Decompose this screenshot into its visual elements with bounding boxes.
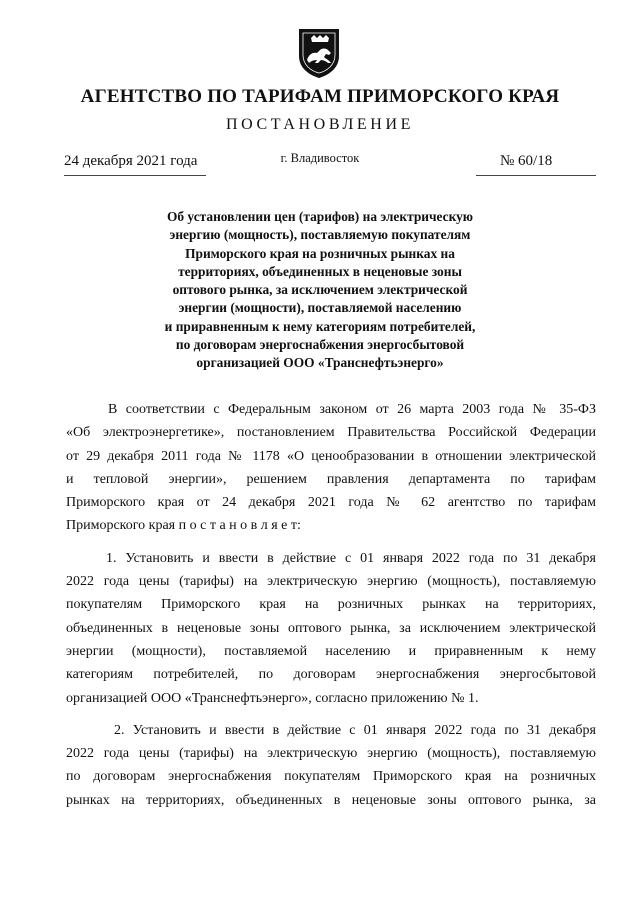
title-line: и приравненным к нему категориям потребителей, — [164, 318, 476, 334]
document-title — [110, 208, 530, 373]
title-line: энергию (мощность), поставляемую покупателям — [169, 227, 471, 243]
document-date: 24 декабря 2021 года — [64, 153, 198, 169]
document-city: г. Владивосток — [280, 151, 360, 165]
title-line: оптового рынка, за исключением электрической — [172, 282, 468, 298]
clause-line: покупателям Приморского края на розничных рынках на территориях, — [66, 597, 596, 613]
clause-line: категориям потребителей, по договорам энергоснабжения энергосбытовой — [66, 667, 596, 683]
clause-line: рынках на территориях, объединенных в неценовые зоны оптового рынка, за — [66, 792, 596, 808]
clause-line: объединенных в неценовые зоны оптового рынка, за исключением электрической — [66, 620, 596, 636]
title-line: Об установлении цен (тарифов) на электрическую — [166, 209, 474, 224]
document-type: ПОСТАНОВЛЕНИЕ — [226, 116, 414, 133]
clause-line: энергии (мощности), поставляемой населению и приравненным к нему — [66, 643, 596, 659]
title-line: территориях, объединенных в неценовые зоны — [178, 263, 462, 279]
clause-line: 2022 года цены (тарифы) на электрическую энергию (мощность), поставляемую — [66, 574, 596, 590]
clause-line: по договорам энергоснабжения покупателям Приморского края на розничных — [66, 769, 596, 785]
number-underline — [476, 175, 596, 176]
agency-name: АГЕНТСТВО ПО ТАРИФАМ ПРИМОРСКОГО КРАЯ — [80, 86, 560, 107]
title-line: Приморского края на розничных рынках на — [185, 245, 455, 261]
clause-2 — [66, 719, 596, 812]
preamble-line: от 29 декабря 2011 года № 1178 «О ценообразовании в отношении электрической — [66, 448, 596, 464]
clause-line: 1. Установить и ввести в действие с 01 января 2022 года по 31 декабря — [106, 550, 596, 566]
clause-1 — [66, 547, 596, 710]
date-underline — [64, 175, 206, 176]
preamble-line: Приморского края от 24 декабря 2021 года № 62 агентство по тарифам — [66, 495, 596, 511]
document-body — [66, 398, 596, 812]
preamble-line: «Об электроэнергетике», постановлением Правительства Российской Федерации — [66, 425, 596, 441]
clause-line: 2022 года цены (тарифы) на электрическую энергию (мощность), поставляемую — [66, 746, 596, 762]
clause-line: 2. Установить и ввести в действие с 01 января 2022 года по 31 декабря — [114, 722, 596, 738]
document-number: № 60/18 — [500, 153, 553, 169]
title-line: энергии (мощности), поставляемой населению — [178, 300, 462, 316]
preamble-line: и тепловой энергии», решением правления департамента по тарифам — [66, 471, 596, 487]
preamble-line: В соответствии с Федеральным законом от 26 марта 2003 года № 35-ФЗ — [108, 402, 596, 417]
title-line: организацией ООО «Транснефтьэнерго» — [196, 355, 444, 371]
preamble-line: Приморского края п о с т а н о в л я е т: — [66, 518, 301, 534]
clause-line: организацией ООО «Транснефтьэнерго», согласно приложению № 1. — [66, 690, 479, 706]
preamble-paragraph — [66, 398, 596, 538]
coat-of-arms-tiger-icon — [296, 26, 342, 80]
title-line: по договорам энергоснабжения энергосбытовой — [175, 337, 465, 353]
